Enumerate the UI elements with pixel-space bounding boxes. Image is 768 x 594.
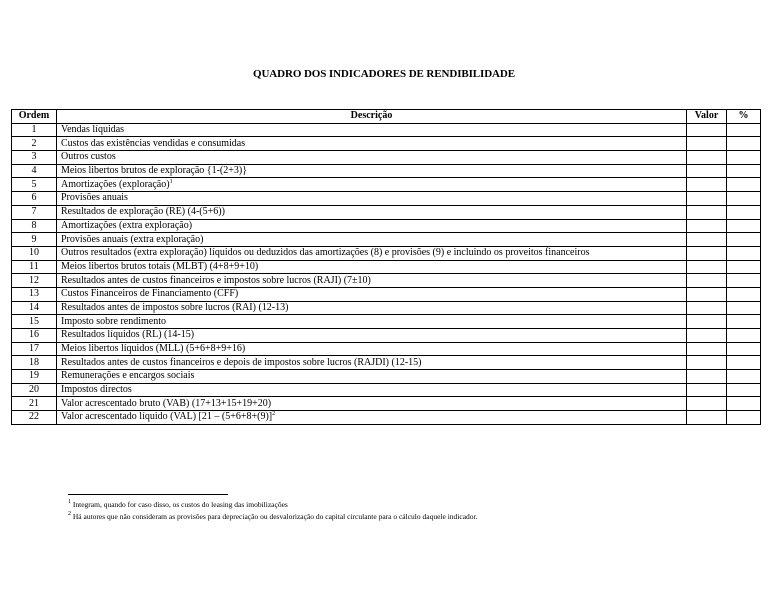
table-row	[12, 178, 761, 192]
row-ordem: 2	[12, 137, 57, 151]
row-descricao	[57, 123, 687, 137]
row-valor	[687, 287, 727, 301]
row-descricao-text: Amortizações (extra exploração)	[61, 219, 193, 231]
table-row	[12, 260, 761, 274]
footnote-mark: 1	[68, 499, 71, 505]
row-valor	[687, 137, 727, 151]
table-row	[12, 411, 761, 425]
row-descricao-text: Valor acrescentado bruto (VAB) (17+13+15+19+20)	[61, 397, 272, 409]
row-descricao	[57, 164, 687, 178]
table-row	[12, 301, 761, 315]
header-percent: %	[727, 110, 761, 124]
footnote-ref: 2	[272, 411, 276, 418]
row-percent	[727, 219, 761, 233]
row-descricao-text: Resultados líquidos (RL) (14-15)	[61, 329, 195, 341]
row-percent	[727, 411, 761, 425]
footnote-rule	[68, 494, 228, 495]
row-descricao-text: Imposto sobre rendimento	[61, 315, 166, 327]
row-percent	[727, 246, 761, 260]
row-ordem: 21	[12, 397, 57, 411]
table-row	[12, 274, 761, 288]
header-valor: Valor	[687, 110, 727, 124]
row-descricao-text: Meios libertos líquidos (MLL) (5+6+8+9+16)	[61, 343, 246, 355]
row-descricao	[57, 274, 687, 288]
table-row	[12, 246, 761, 260]
row-descricao-text: Meios libertos brutos totais (MLBT) (4+8+9+10)	[61, 260, 259, 272]
table-row	[12, 383, 761, 397]
row-descricao-text: Resultados antes de impostos sobre lucros (RAI) (12-13)	[61, 301, 289, 313]
row-ordem: 16	[12, 329, 57, 343]
row-percent	[727, 192, 761, 206]
row-percent	[727, 370, 761, 384]
row-descricao	[57, 287, 687, 301]
table-row	[12, 342, 761, 356]
row-descricao	[57, 301, 687, 315]
header-descricao: Descrição	[57, 110, 687, 124]
row-percent	[727, 287, 761, 301]
table-row	[12, 397, 761, 411]
row-ordem: 14	[12, 301, 57, 315]
row-descricao-text: Valor acrescentado líquido (VAL) [21 – (5+6+8+(9)]	[61, 411, 273, 423]
footnote-ref: 1	[169, 178, 173, 185]
row-valor	[687, 246, 727, 260]
row-valor	[687, 274, 727, 288]
row-ordem: 12	[12, 274, 57, 288]
row-percent	[727, 274, 761, 288]
row-descricao	[57, 383, 687, 397]
row-ordem: 9	[12, 233, 57, 247]
row-percent	[727, 260, 761, 274]
row-descricao-text: Provisões anuais (extra exploração)	[61, 233, 204, 245]
table-row	[12, 123, 761, 137]
row-descricao	[57, 246, 687, 260]
row-valor	[687, 342, 727, 356]
table-row	[12, 233, 761, 247]
row-valor	[687, 233, 727, 247]
row-descricao-text: Outros resultados (extra exploração) líquidos ou deduzidos das amortizações (8) e provisões (9) e incluindo os proveitos financeiros	[61, 247, 590, 259]
table-row	[12, 151, 761, 165]
row-descricao	[57, 260, 687, 274]
row-ordem: 13	[12, 287, 57, 301]
row-descricao-text: Vendas líquidas	[61, 124, 125, 136]
row-descricao-text: Resultados antes de custos financeiros e impostos sobre lucros (RAJI) (7±10)	[61, 274, 371, 286]
row-percent	[727, 151, 761, 165]
footnote-2	[68, 512, 477, 521]
row-descricao	[57, 411, 687, 425]
row-percent	[727, 233, 761, 247]
row-ordem: 10	[12, 246, 57, 260]
row-descricao	[57, 192, 687, 206]
footnote-text: Integram, quando for caso disso, os custos do leasing das imobilizações	[72, 500, 288, 509]
row-ordem: 17	[12, 342, 57, 356]
row-percent	[727, 123, 761, 137]
row-valor	[687, 411, 727, 425]
row-ordem: 8	[12, 219, 57, 233]
row-valor	[687, 370, 727, 384]
row-valor	[687, 260, 727, 274]
row-percent	[727, 397, 761, 411]
row-ordem: 3	[12, 151, 57, 165]
row-valor	[687, 383, 727, 397]
table-row	[12, 356, 761, 370]
row-percent	[727, 383, 761, 397]
row-descricao	[57, 178, 687, 192]
row-percent	[727, 342, 761, 356]
row-ordem: 15	[12, 315, 57, 329]
row-descricao	[57, 151, 687, 165]
row-descricao-text: Provisões anuais	[61, 192, 128, 204]
row-percent	[727, 329, 761, 343]
row-descricao-text: Outros custos	[61, 151, 116, 163]
row-valor	[687, 205, 727, 219]
row-valor	[687, 301, 727, 315]
row-descricao-text: Meios libertos brutos de exploração {1-(2+3)}	[61, 165, 248, 177]
row-valor	[687, 178, 727, 192]
footnote-text: Há autores que não consideram as provisões para depreciação ou desvalorização do capital circulante para o cálculo daquele indicador.	[72, 512, 478, 521]
row-ordem: 4	[12, 164, 57, 178]
row-descricao-text: Resultados de exploração (RE) (4-(5+6))	[61, 206, 225, 218]
row-descricao-text: Impostos directos	[61, 384, 132, 396]
row-descricao	[57, 233, 687, 247]
row-descricao-text: Amortizações (exploração)	[61, 178, 170, 190]
row-valor	[687, 397, 727, 411]
row-valor	[687, 151, 727, 165]
row-valor	[687, 123, 727, 137]
table-row	[12, 192, 761, 206]
row-valor	[687, 315, 727, 329]
table-row	[12, 137, 761, 151]
row-descricao-text: Custos Financeiros de Financiamento (CFF)	[61, 288, 239, 300]
row-descricao	[57, 205, 687, 219]
row-descricao	[57, 356, 687, 370]
table-row	[12, 287, 761, 301]
document-title: QUADRO DOS INDICADORES DE RENDIBILIDADE	[253, 68, 515, 80]
table-row	[12, 205, 761, 219]
row-valor	[687, 356, 727, 370]
table-row	[12, 370, 761, 384]
row-valor	[687, 219, 727, 233]
row-descricao-text: Remunerações e encargos sociais	[61, 370, 195, 382]
row-ordem: 22	[12, 411, 57, 425]
table-row	[12, 219, 761, 233]
row-descricao	[57, 329, 687, 343]
row-valor	[687, 164, 727, 178]
footnote-mark: 2	[68, 511, 71, 517]
table-row	[12, 164, 761, 178]
row-percent	[727, 301, 761, 315]
row-percent	[727, 137, 761, 151]
row-descricao	[57, 342, 687, 356]
row-percent	[727, 205, 761, 219]
row-ordem: 1	[12, 123, 57, 137]
row-ordem: 18	[12, 356, 57, 370]
row-descricao	[57, 315, 687, 329]
table-header-row	[12, 110, 761, 124]
row-ordem: 19	[12, 370, 57, 384]
row-ordem: 5	[12, 178, 57, 192]
row-ordem: 11	[12, 260, 57, 274]
row-descricao	[57, 219, 687, 233]
row-descricao	[57, 370, 687, 384]
table-row	[12, 329, 761, 343]
row-descricao-text: Custos das existências vendidas e consumidas	[61, 137, 246, 149]
row-percent	[727, 178, 761, 192]
row-descricao	[57, 397, 687, 411]
row-percent	[727, 315, 761, 329]
row-descricao	[57, 137, 687, 151]
row-ordem: 7	[12, 205, 57, 219]
indicators-table	[11, 109, 761, 425]
row-ordem: 6	[12, 192, 57, 206]
footnote-1	[68, 500, 288, 509]
row-descricao-text: Resultados antes de custos financeiros e depois de impostos sobre lucros (RAJDI) (12-15)	[61, 356, 422, 368]
row-ordem: 20	[12, 383, 57, 397]
row-percent	[727, 356, 761, 370]
row-valor	[687, 192, 727, 206]
row-percent	[727, 164, 761, 178]
row-valor	[687, 329, 727, 343]
table-row	[12, 315, 761, 329]
header-ordem: Ordem	[12, 110, 57, 124]
